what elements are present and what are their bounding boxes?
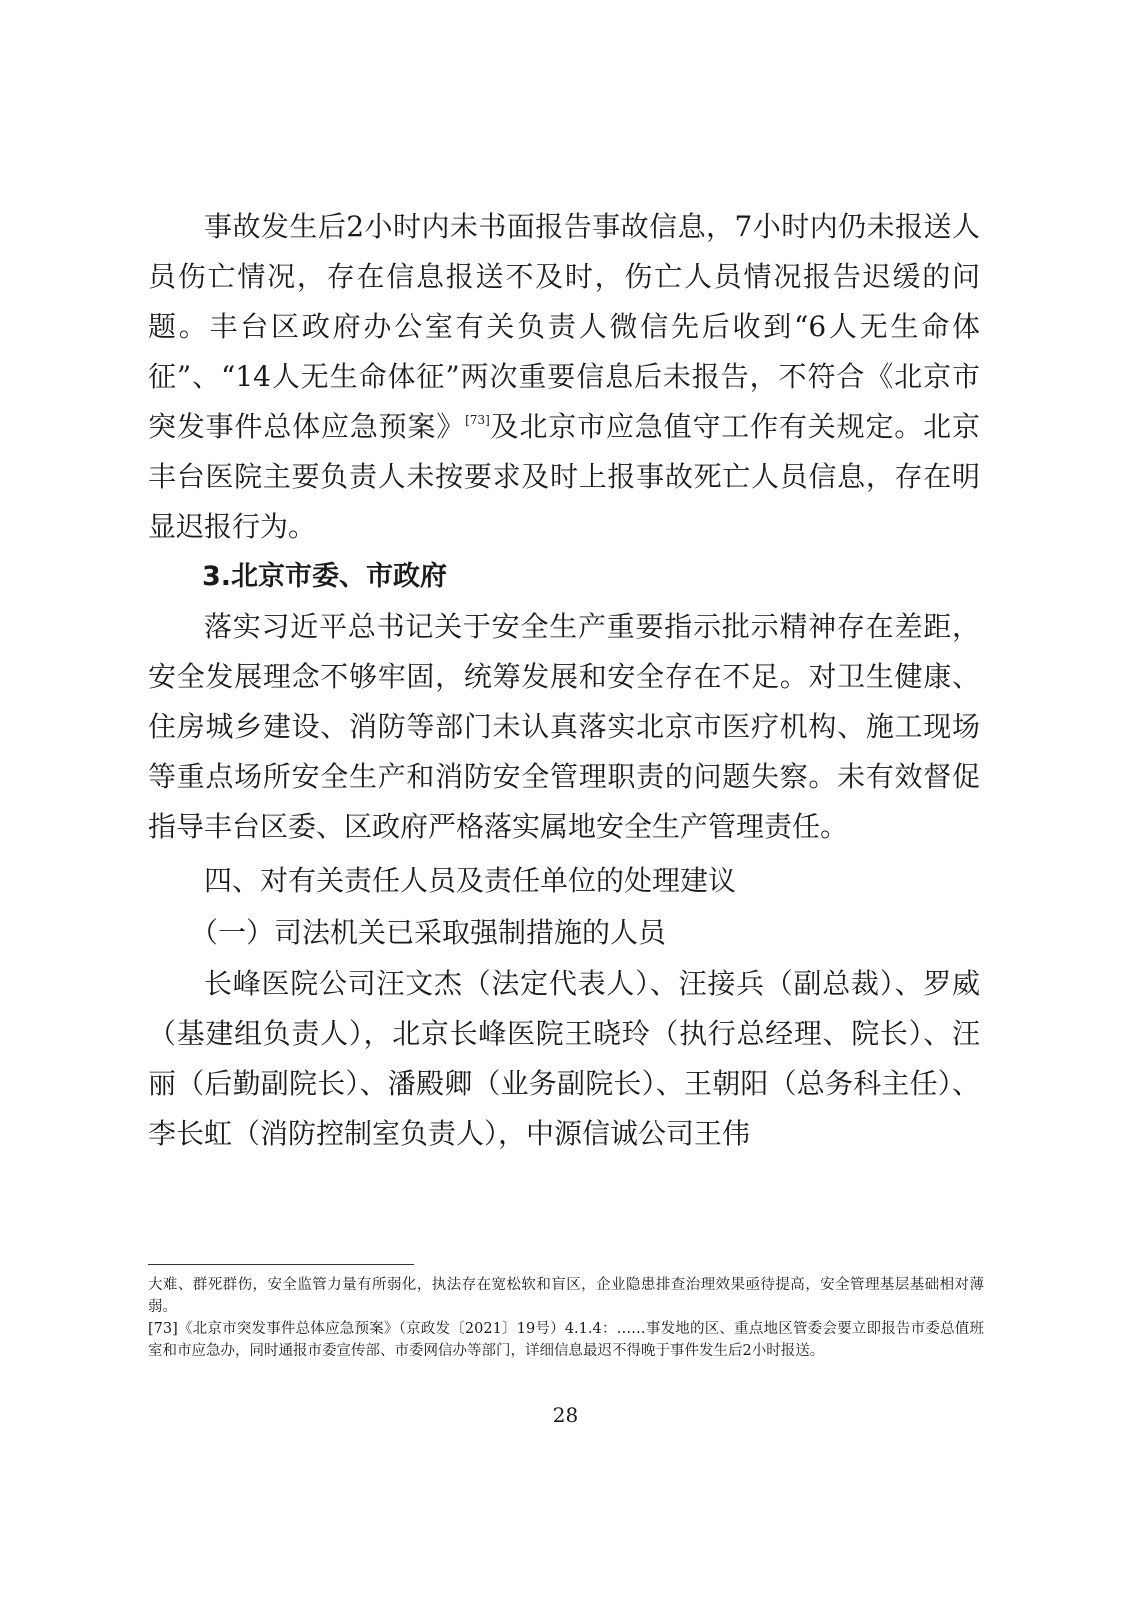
footnote-73: [73]《北京市突发事件总体应急预案》（京政发〔2021〕19号）4.1.4：……事发地的区、重点地区管委会要立即报告市委总值班室和市应急办，同时通报市委宣传部、市委网信办等部门，详细信息最迟不得晚于事件发生后2小时报送。	[148, 1321, 984, 1359]
page-number: 28	[552, 1403, 579, 1427]
footnote-ref-73[interactable]: [73]	[465, 413, 490, 427]
paragraph-text: 事故发生后2小时内未书面报告事故信息，7小时内仍未报送人员伤亡情况，存在信息报送不及时，伤亡人员情况报告迟缓的问题。丰台区政府办公室有关负责人微信先后收到“6人无生命体征”、“14人无生命体征”两次重要信息后未报告，不符合《北京市突发事件总体应急预案》	[148, 210, 980, 443]
paragraph-text-continued: 及北京市应急值守工作有关规定。北京丰台医院主要负责人未按要求及时上报事故死亡人员信息，存在明显迟报行为。	[148, 410, 980, 543]
footnote-divider	[148, 1264, 414, 1265]
body-text	[148, 202, 980, 1159]
subsection-heading-judicial: （一）司法机关已采取强制措施的人员	[190, 916, 667, 949]
paragraph-incident-reporting	[148, 202, 980, 552]
paragraph-persons-list: 长峰医院公司汪文杰（法定代表人）、汪接兵（副总裁）、罗威（基建组负责人），北京长峰医院王晓玲（执行总经理、院长）、汪丽（后勤副院长）、潘殿卿（业务副院长）、王朝阳（总务科主任）、李长虹（消防控制室负责人），中源信诚公司王伟	[148, 967, 980, 1150]
paragraph-beijing-responsibility: 落实习近平总书记关于安全生产重要指示批示精神存在差距，安全发展理念不够牢固，统筹发展和安全存在不足。对卫生健康、住房城乡建设、消防等部门未认真落实北京市医疗机构、施工现场等重点场所安全生产和消防安全管理职责的问题失察。未有效督促指导丰台区委、区政府严格落实属地安全生产管理责任。	[148, 610, 980, 843]
section-heading-beijing: 3.北京市委、市政府	[202, 561, 448, 592]
footnote-continuation: 大难、群死群伤，安全监管力量有所弱化，执法存在宽松软和盲区，企业隐患排查治理效果亟待提高，安全管理基层基础相对薄弱。	[148, 1277, 984, 1315]
footnotes	[148, 1274, 984, 1362]
section-heading-handling-suggestions: 四、对有关责任人员及责任单位的处理建议	[204, 864, 737, 897]
